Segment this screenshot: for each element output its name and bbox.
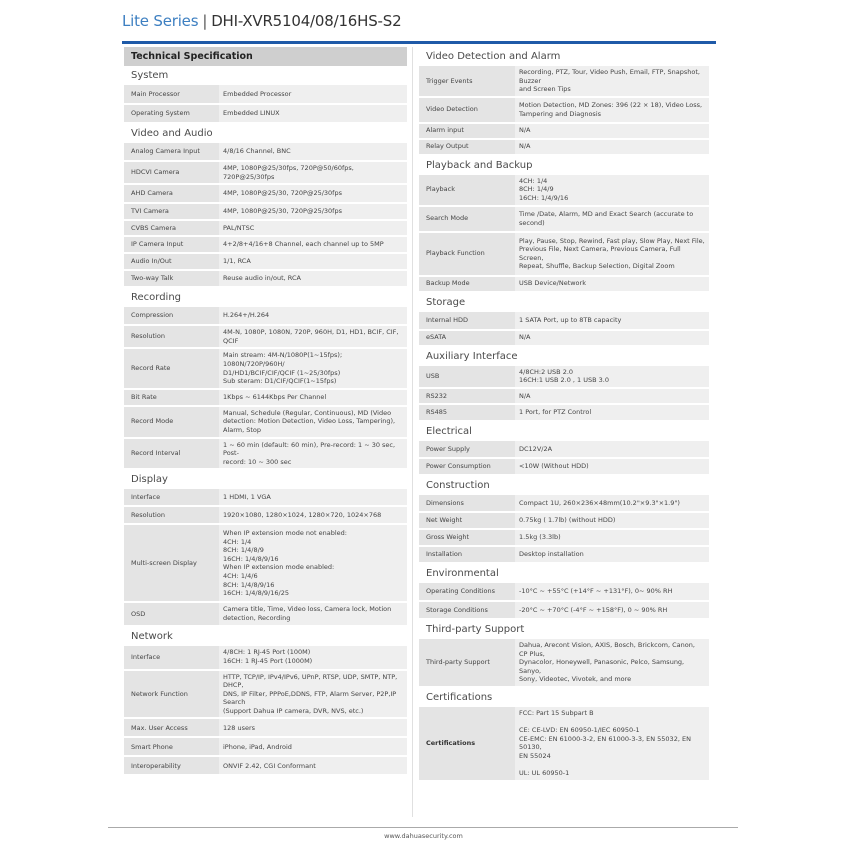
- spec-value-line: Desktop installation: [519, 550, 584, 559]
- spec-row: [124, 307, 407, 325]
- spec-label: Internal HDD: [419, 312, 515, 330]
- spec-title: Technical Specification: [124, 47, 407, 66]
- spec-value-line: Sony, Videotec, Vivotek, and more: [519, 675, 632, 684]
- spec-row: [124, 220, 407, 236]
- spec-value: [219, 646, 407, 670]
- spec-value-line: 8CH: 1/4/8/9: [223, 546, 264, 555]
- spec-value-line: Dahua, Arecont Vision, AXIS, Bosch, Brickcom, Canon, CP Plus,: [519, 640, 695, 658]
- spec-value-line: Reuse audio in/out, RCA: [223, 274, 301, 283]
- spec-table-system: [124, 85, 407, 124]
- spec-value-line: When IP extension mode not enabled:: [223, 528, 347, 537]
- spec-row: [419, 458, 709, 475]
- spec-value: [515, 232, 709, 276]
- spec-value-line: N/A: [519, 391, 531, 400]
- spec-row: [419, 529, 709, 546]
- spec-value-line: 1920×1080, 1280×1024, 1280×720, 1024×768: [223, 511, 382, 520]
- spec-label: Main Processor: [124, 85, 219, 104]
- section-heading-video-and-audio: Video and Audio: [131, 128, 213, 139]
- spec-value-line: Play, Pause, Stop, Rewind, Fast play, Slow Play, Next File,: [519, 236, 705, 245]
- column-divider: [412, 47, 413, 817]
- spec-label: Network Function: [124, 670, 219, 719]
- spec-label: Record Rate: [124, 348, 219, 388]
- spec-value-line: USB Device/Network: [519, 279, 586, 288]
- spec-value-line: detection, Recording: [223, 613, 291, 622]
- spec-value-line: 16CH: 1/4/8/9/16/25: [223, 589, 289, 598]
- spec-value-line: <10W (Without HDD): [519, 462, 589, 471]
- spec-label: Interoperability: [124, 756, 219, 775]
- spec-table-playback-and-backup: [419, 175, 709, 293]
- spec-label: Playback Function: [419, 232, 515, 276]
- spec-value-line: 4MP, 1080P@25/30, 720P@25/30fps: [223, 189, 342, 198]
- spec-value: [515, 404, 709, 421]
- spec-row: [419, 312, 709, 330]
- spec-row: [124, 737, 407, 756]
- spec-value: [515, 66, 709, 97]
- spec-label: Compression: [124, 307, 219, 325]
- spec-label: Third-party Support: [419, 639, 515, 687]
- spec-label: Net Weight: [419, 512, 515, 529]
- spec-label: Certifications: [419, 707, 515, 781]
- spec-value: [515, 512, 709, 529]
- section-heading-electrical: Electrical: [426, 425, 472, 437]
- spec-value-line: 1 Port, for PTZ Control: [519, 408, 592, 417]
- spec-value-line: Compact 1U, 260×236×48mm(10.2"×9.3"×1.9"): [519, 498, 680, 507]
- spec-value: [515, 546, 709, 563]
- spec-value-line: 16CH: 1/4/8/9/16: [223, 554, 279, 563]
- spec-row: [419, 330, 709, 346]
- spec-value-line: 8CH: 1/4/9: [519, 185, 554, 194]
- spec-value-line: Tampering and Diagnosis: [519, 109, 602, 118]
- spec-value-line: PAL/NTSC: [223, 223, 255, 232]
- spec-value-line: HTTP, TCP/IP, IPv4/IPv6, UPnP, RTSP, UDP, SMTP, NTP, DHCP,: [223, 672, 398, 690]
- spec-row: [419, 404, 709, 421]
- spec-value: [219, 438, 407, 470]
- spec-value-line: 1 ~ 60 min (default: 60 min), Pre-record: 1 ~ 30 sec, Post-: [223, 440, 396, 458]
- spec-label: Backup Mode: [419, 276, 515, 292]
- section-heading-construction: Construction: [426, 479, 490, 491]
- spec-label: Audio In/Out: [124, 253, 219, 270]
- right-column: [419, 47, 709, 782]
- spec-value: [219, 307, 407, 325]
- spec-value-line: Alarm, Stop: [223, 425, 262, 434]
- spec-value-line: D1/HD1/BCIF/CIF/QCIF (1~25/30fps): [223, 368, 341, 377]
- spec-label: Bit Rate: [124, 389, 219, 406]
- spec-value: [515, 330, 709, 346]
- spec-value-line: 8CH: 1/4/8/9/16: [223, 580, 275, 589]
- spec-value-line: Embedded Processor: [223, 89, 292, 98]
- spec-label: Operating Conditions: [419, 583, 515, 601]
- spec-value-line: UL: UL 60950-1: [519, 769, 570, 778]
- spec-value-line: Repeat, Shuffle, Backup Selection, Digital Zoom: [519, 262, 675, 271]
- spec-value-line: Sub steram: D1/CIF/QCIF(1~15fps): [223, 377, 337, 386]
- spec-value-line: 4CH: 1/4: [223, 537, 252, 546]
- spec-value-line: detection: Motion Detection, Video Loss, Tampering),: [223, 417, 396, 426]
- spec-value-line: 4/8CH: 1 RJ-45 Port (100M): [223, 648, 311, 657]
- footer-rule: [108, 827, 738, 828]
- header-separator: |: [202, 12, 208, 30]
- spec-table-video-and-audio: [124, 143, 407, 288]
- spec-row: [419, 206, 709, 232]
- product-series: Lite Series: [122, 12, 199, 30]
- spec-label: Power Supply: [419, 441, 515, 458]
- spec-value: [219, 104, 407, 123]
- spec-row: [124, 670, 407, 719]
- spec-value: [515, 206, 709, 232]
- spec-table-auxiliary-interface: [419, 366, 709, 422]
- spec-label: TVI Camera: [124, 203, 219, 220]
- spec-value: [219, 325, 407, 348]
- spec-row: [124, 389, 407, 406]
- spec-row: [124, 85, 407, 104]
- spec-value: [219, 203, 407, 220]
- section-heading-system: System: [131, 70, 169, 81]
- spec-label: Search Mode: [419, 206, 515, 232]
- spec-label: Gross Weight: [419, 529, 515, 546]
- spec-row: [124, 325, 407, 348]
- spec-value-line: EN 55024: [519, 751, 551, 760]
- spec-value-line: and Screen Tips: [519, 85, 571, 94]
- spec-value-line: ONVIF 2.42, CGI Conformant: [223, 761, 316, 770]
- spec-value-line: 16CH:1 USB 2.0 , 1 USB 3.0: [519, 376, 609, 385]
- spec-label: Power Consumption: [419, 458, 515, 475]
- spec-value-line: FCC: Part 15 Subpart B: [519, 708, 594, 717]
- spec-value-line: Motion Detection, MD Zones: 396 (22 × 18), Video Loss,: [519, 101, 703, 110]
- spec-row: [124, 270, 407, 287]
- spec-value: [219, 524, 407, 602]
- spec-label: OSD: [124, 602, 219, 625]
- spec-label: Max. User Access: [124, 718, 219, 737]
- spec-row: [419, 639, 709, 687]
- spec-row: [419, 583, 709, 601]
- spec-value-line: record: 10 ~ 300 sec: [223, 457, 292, 466]
- spec-value-line: N/A: [519, 333, 531, 342]
- spec-row: [124, 184, 407, 203]
- spec-value: [515, 97, 709, 123]
- spec-value-line: CE: CE-LVD: EN 60950-1/IEC 60950-1: [519, 726, 640, 735]
- spec-value: [515, 175, 709, 206]
- spec-value-line: Recording, PTZ, Tour, Video Push, Email, FTP, Snapshot, Buzzer: [519, 68, 700, 85]
- spec-label: AHD Camera: [124, 184, 219, 203]
- left-column: [124, 47, 407, 776]
- spec-value-line: N/A: [519, 126, 531, 135]
- spec-label: HDCVI Camera: [124, 161, 219, 184]
- spec-value-line: 4/8CH:2 USB 2.0: [519, 367, 574, 376]
- spec-value: [515, 639, 709, 687]
- spec-row: [419, 175, 709, 206]
- spec-row: [124, 602, 407, 625]
- spec-value: [515, 123, 709, 139]
- spec-value: [219, 143, 407, 161]
- spec-value-line: CE-EMC: EN 61000-3-2, EN 61000-3-3, EN 55032, EN 50130,: [519, 734, 691, 752]
- spec-value-line: 0.75kg ( 1.7lb) (without HDD): [519, 516, 616, 525]
- spec-value: [515, 495, 709, 512]
- spec-row: [124, 506, 407, 524]
- spec-row: [124, 348, 407, 388]
- section-heading-auxiliary-interface: Auxiliary Interface: [426, 350, 518, 362]
- spec-row: [419, 495, 709, 512]
- section-heading-display: Display: [131, 474, 168, 486]
- spec-value: [219, 756, 407, 775]
- spec-value-line: When IP extension mode enabled:: [223, 563, 335, 572]
- section-heading-video-detection-and-alarm: Video Detection and Alarm: [426, 51, 561, 62]
- section-heading-third-party-support: Third-party Support: [426, 623, 525, 635]
- spec-label: Interface: [124, 646, 219, 670]
- spec-value: [219, 270, 407, 287]
- spec-table-certifications: [419, 707, 709, 782]
- spec-label: Video Detection: [419, 97, 515, 123]
- spec-row: [124, 489, 407, 506]
- spec-value-line: 4CH: 1/4/6: [223, 571, 258, 580]
- spec-label: RS232: [419, 388, 515, 404]
- spec-label: Analog Camera Input: [124, 143, 219, 161]
- spec-value: [515, 276, 709, 292]
- spec-label: Operating System: [124, 104, 219, 123]
- spec-table-video-detection-and-alarm: [419, 66, 709, 156]
- spec-label: eSATA: [419, 330, 515, 346]
- spec-label: Smart Phone: [124, 737, 219, 756]
- spec-value-line: [519, 761, 705, 770]
- spec-table-third-party-support: [419, 639, 709, 688]
- spec-row: [124, 253, 407, 270]
- spec-value-line: Dynacolor, Honeywell, Panasonic, Pelco, Samsung, Sanyo,: [519, 658, 685, 675]
- spec-value-line: 16CH: 1/4/9/16: [519, 194, 569, 203]
- spec-value: [219, 184, 407, 203]
- spec-label: USB: [419, 366, 515, 388]
- spec-value-line: 16CH: 1 RJ-45 Port (1000M): [223, 657, 313, 665]
- spec-label: IP Camera Input: [124, 236, 219, 253]
- section-heading-playback-and-backup: Playback and Backup: [426, 159, 533, 171]
- spec-value: [515, 458, 709, 475]
- spec-label: Resolution: [124, 325, 219, 348]
- spec-table-environmental: [419, 583, 709, 620]
- spec-value: [219, 602, 407, 625]
- spec-label: Alarm input: [419, 123, 515, 139]
- spec-table-storage: [419, 312, 709, 347]
- spec-value-line: 4CH: 1/4: [519, 176, 548, 185]
- spec-value: [515, 388, 709, 404]
- spec-value-line: DC12V/2A: [519, 444, 553, 453]
- spec-value-line: Camera title, Time, Video loss, Camera lock, Motion: [223, 605, 392, 614]
- spec-label: Record Interval: [124, 438, 219, 470]
- spec-row: [419, 707, 709, 781]
- spec-value-line: Main stream: 4M-N/1080P(1~15fps); 1080N/720P/960H/: [223, 351, 343, 368]
- spec-value-line: -10°C ~ +55°C (+14°F ~ +131°F), 0~ 90% RH: [519, 587, 673, 596]
- spec-label: Resolution: [124, 506, 219, 524]
- spec-value-line: 1 SATA Port, up to 8TB capacity: [519, 315, 622, 324]
- section-heading-certifications: Certifications: [426, 691, 493, 703]
- header-rule: [122, 41, 716, 44]
- spec-row: [419, 139, 709, 155]
- spec-value-line: 128 users: [223, 723, 256, 732]
- spec-value: [219, 348, 407, 388]
- spec-value-line: iPhone, iPad, Android: [223, 742, 292, 751]
- spec-label: RS485: [419, 404, 515, 421]
- spec-row: [419, 123, 709, 139]
- spec-label: CVBS Camera: [124, 220, 219, 236]
- spec-row: [124, 718, 407, 737]
- spec-row: [124, 524, 407, 602]
- spec-value: [515, 707, 709, 781]
- spec-value: [219, 236, 407, 253]
- spec-value-line: 4MP, 1080P@25/30fps, 720P@50/60fps, 720P@25/30fps: [223, 164, 354, 181]
- spec-label: Two-way Talk: [124, 270, 219, 287]
- spec-value: [515, 139, 709, 155]
- spec-value: [219, 85, 407, 104]
- spec-value-line: H.264+/H.264: [223, 311, 270, 320]
- spec-value-line: 1/1, RCA: [223, 257, 251, 266]
- spec-row: [124, 406, 407, 438]
- spec-row: [124, 438, 407, 470]
- spec-value-line: Previous File, Next Camera, Previous Camera, Full Screen,: [519, 245, 681, 262]
- spec-row: [419, 388, 709, 404]
- spec-row: [124, 143, 407, 161]
- spec-value: [515, 583, 709, 601]
- section-heading-environmental: Environmental: [426, 567, 499, 579]
- section-heading-storage: Storage: [426, 296, 466, 308]
- spec-row: [419, 441, 709, 458]
- spec-value-line: Embedded LINUX: [223, 109, 280, 118]
- spec-value-line: DNS, IP Filter, PPPoE,DDNS, FTP, Alarm Server, P2P,IP Search: [223, 689, 397, 707]
- spec-value: [219, 737, 407, 756]
- spec-label: Playback: [419, 175, 515, 206]
- spec-value-line: 4+2/8+4/16+8 Channel, each channel up to 5MP: [223, 240, 384, 249]
- spec-label: Installation: [419, 546, 515, 563]
- spec-value: [219, 253, 407, 270]
- spec-row: [124, 161, 407, 184]
- spec-value-line: 1Kbps ~ 6144Kbps Per Channel: [223, 392, 327, 401]
- spec-value: [219, 220, 407, 236]
- spec-row: [124, 236, 407, 253]
- spec-value: [219, 670, 407, 719]
- spec-value-line: Time /Date, Alarm, MD and Exact Search (accurate to second): [519, 210, 694, 227]
- spec-row: [124, 203, 407, 220]
- spec-row: [124, 646, 407, 670]
- spec-table-electrical: [419, 441, 709, 476]
- document-header: [122, 12, 401, 30]
- spec-row: [419, 601, 709, 619]
- section-heading-recording: Recording: [131, 292, 182, 304]
- spec-value-line: Manual, Schedule (Regular, Continuous), MD (Video: [223, 408, 392, 417]
- spec-value: [219, 489, 407, 506]
- spec-label: Dimensions: [419, 495, 515, 512]
- spec-label: Relay Output: [419, 139, 515, 155]
- spec-value: [219, 406, 407, 438]
- spec-value-line: (Support Dahua IP camera, DVR, NVS, etc.): [223, 706, 364, 715]
- spec-row: [419, 232, 709, 276]
- spec-label: Trigger Events: [419, 66, 515, 97]
- spec-label: Multi-screen Display: [124, 524, 219, 602]
- spec-row: [124, 756, 407, 775]
- section-heading-network: Network: [131, 630, 173, 642]
- spec-row: [419, 97, 709, 123]
- footer-url[interactable]: www.dahuasecurity.com: [384, 832, 463, 840]
- spec-value: [515, 601, 709, 619]
- spec-value-line: -20°C ~ +70°C (-4°F ~ +158°F), 0 ~ 90% RH: [519, 605, 668, 614]
- spec-value: [219, 718, 407, 737]
- spec-row: [419, 546, 709, 563]
- spec-value: [219, 389, 407, 406]
- spec-value-line: 4/8/16 Channel, BNC: [223, 147, 291, 156]
- spec-value-line: 4MP, 1080P@25/30, 720P@25/30fps: [223, 207, 342, 216]
- spec-table-construction: [419, 495, 709, 564]
- spec-value: [515, 366, 709, 388]
- spec-value-line: N/A: [519, 142, 531, 151]
- spec-label: Interface: [124, 489, 219, 506]
- spec-value: [219, 161, 407, 184]
- spec-value: [515, 529, 709, 546]
- spec-label: Storage Conditions: [419, 601, 515, 619]
- spec-value: [515, 441, 709, 458]
- spec-row: [419, 276, 709, 292]
- model-name: DHI-XVR5104/08/16HS-S2: [211, 12, 402, 30]
- spec-value: [515, 312, 709, 330]
- spec-table-display: [124, 489, 407, 626]
- spec-row: [419, 366, 709, 388]
- spec-label: Record Mode: [124, 406, 219, 438]
- spec-value-line: 1 HDMI, 1 VGA: [223, 493, 271, 502]
- spec-row: [124, 104, 407, 123]
- spec-value-line: 4M-N, 1080P, 1080N, 720P, 960H, D1, HD1, BCIF, CIF, QCIF: [223, 328, 399, 345]
- spec-value-line: 1.5kg (3.3lb): [519, 533, 561, 542]
- spec-table-network: [124, 646, 407, 777]
- spec-row: [419, 512, 709, 529]
- spec-row: [419, 66, 709, 97]
- spec-value-line: [519, 718, 705, 727]
- spec-value: [219, 506, 407, 524]
- spec-table-recording: [124, 307, 407, 470]
